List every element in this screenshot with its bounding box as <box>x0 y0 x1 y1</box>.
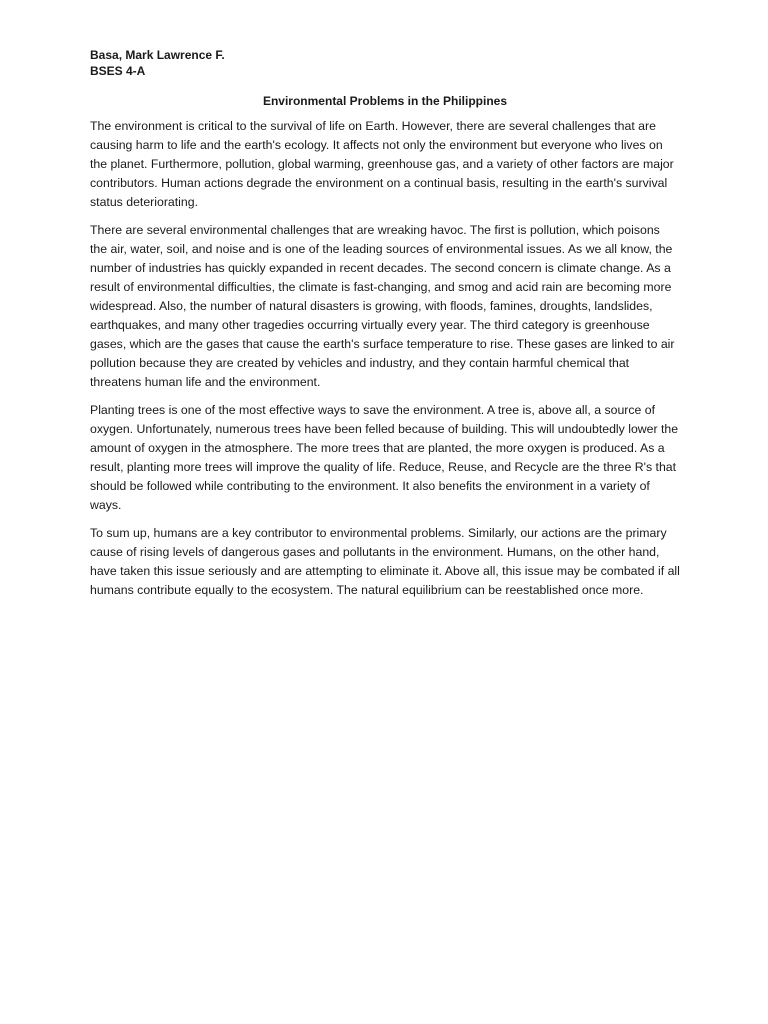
author-name: Basa, Mark Lawrence F. <box>90 48 225 62</box>
document-content <box>90 47 680 609</box>
course-section: BSES 4-A <box>90 64 146 78</box>
paragraph-conclusion: To sum up, humans are a key contributor to environmental problems. Similarly, our actions are the primary cause of rising levels of dangerous gases and pollutants in the environment. Humans, on the other hand, have taken this issue seriously and are attempting to eliminate it. Above all, this issue may be combated if all humans contribute equally to the ecosystem. The natural equilibrium can be reestablished once more. <box>90 526 680 597</box>
paragraph-solutions: Planting trees is one of the most effective ways to save the environment. A tree is, above all, a source of oxygen. Unfortunately, numerous trees have been felled because of building. This will undoubtedly lower the amount of oxygen in the atmosphere. The more trees that are planted, the more oxygen is produced. As a result, planting more trees will improve the quality of life. Reduce, Reuse, and Recycle are the three R's that should be followed while contributing to the environment. It also benefits the environment in a variety of ways. <box>90 403 679 512</box>
paragraph-intro: The environment is critical to the survival of life on Earth. However, there are several challenges that are causing harm to life and the earth's ecology. It affects not only the environment but everyone who lives on the planet. Furthermore, pollution, global warming, greenhouse gas, and a variety of other factors are major contributors. Human actions degrade the environment on a continual basis, resulting in the earth's survival status deteriorating. <box>90 119 674 209</box>
document-title: Environmental Problems in the Philippines <box>262 94 508 108</box>
paragraph-challenges: There are several environmental challenges that are wreaking havoc. The first is pollution, which poisons the air, water, soil, and noise and is one of the leading sources of environmental issues. As we all know, the number of industries has quickly expanded in recent decades. The second concern is climate change. As a result of environmental difficulties, the climate is fast-changing, and smog and acid rain are becoming more widespread. Also, the number of natural disasters is growing, with floods, famines, droughts, landslides, earthquakes, and many other tragedies occurring virtually every year. The third category is greenhouse gases, which are the gases that cause the earth's surface temperature to rise. These gases are linked to air pollution because they are created by vehicles and industry, and they contain harmful chemical that threatens human life and the environment. <box>90 223 675 389</box>
